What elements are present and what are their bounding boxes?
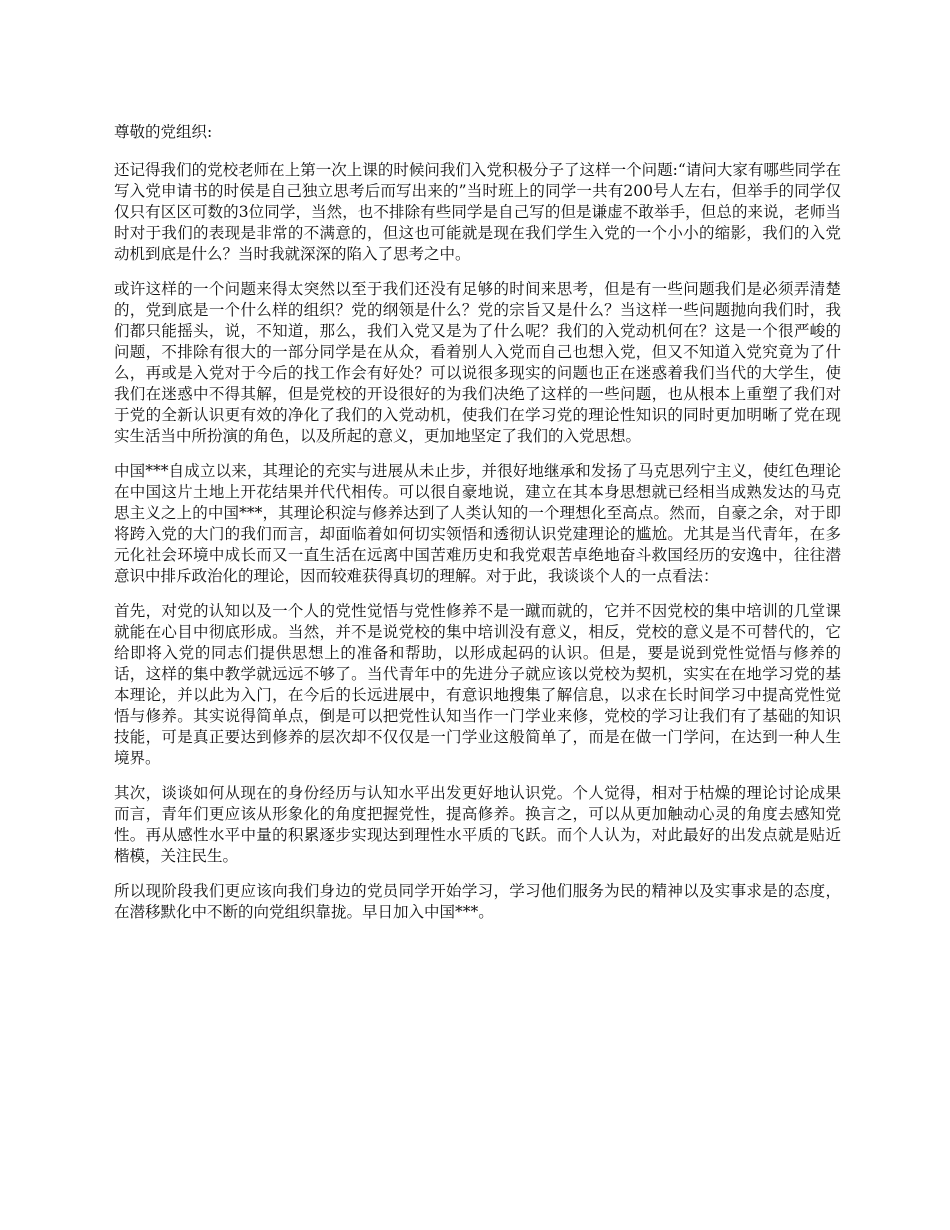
paragraph-2: 或许这样的一个问题来得太突然以至于我们还没有足够的时间来思考，但是有一些问题我们是必须弄清楚的，党到底是一个什么样的组织？党的纲领是什么？党的宗旨又是什么？当这样一些问题抛向我们时，我们都只能摇头，说，不知道，那么，我们入党又是为了什么呢？我们的入党动机何在？这是一个很严峻的问题，不排除有很大的一部分同学是在从众，看着别人入党而自己也想入党，但又不知道入党究竟为了什么，再或是入党对于今后的找工作会有好处？可以说很多现实的问题也正在迷惑着我们当代的大学生，使我们在迷惑中不得其解，但是党校的开设很好的为我们决绝了这样的一些问题，也从根本上重塑了我们对于党的全新认识更有效的净化了我们的入党动机，使我们在学习党的理论性知识的同时更加明晰了党在现实生活当中所扮演的角色，以及所起的意义，更加地坚定了我们的入党思想。: [114, 280, 841, 445]
document-page: [114, 122, 841, 937]
paragraph-3: 中国***自成立以来，其理论的充实与进展从未止步，并很好地继承和发扬了马克思列宁主义，使红色理论在中国这片土地上开花结果并代代相传。可以很自豪地说，建立在其本身思想就已经相当成熟发达的马克思主义之上的中国***，其理论积淀与修养达到了人类认知的一个理想化至高点。然而，自豪之余，对于即将跨入党的大门的我们而言，却面临着如何切实领悟和透彻认识党建理论的尴尬。尤其是当代青年，在多元化社会环境中成长而又一直生活在远离中国苦难历史和我党艰苦卓绝地奋斗救国经历的安逸中，往往潜意识中排斥政治化的理论，因而较难获得真切的理解。对于此，我谈谈个人的一点看法：: [114, 462, 841, 585]
paragraph-1: 还记得我们的党校老师在上第一次上课的时候问我们入党积极分子了这样一个问题:“请问大家有哪些同学在写入党申请书的时侯是自己独立思考后而写出来的”当时班上的同学一共有200号人左右，但举手的同学仅仅只有区区可数的3位同学，当然，也不排除有些同学是自己写的但是谦虚不敢举手，但总的来说，老师当时对于我们的表现是非常的不满意的，但这也可能就是现在我们学生入党的一个小小的缩影，我们的入党动机到底是什么？当时我就深深的陷入了思考之中。: [114, 161, 841, 263]
salutation: 尊敬的党组织:: [114, 123, 213, 141]
paragraph-4: 首先，对党的认知以及一个人的党性觉悟与党性修养不是一蹴而就的，它并不因党校的集中培训的几堂课就能在心目中彻底形成。当然，并不是说党校的集中培训没有意义，相反，党校的意义是不可替代的，它给即将入党的同志们提供思想上的准备和帮助，以形成起码的认识。但是，要是说到党性觉悟与修养的话，这样的集中教学就远远不够了。当代青年中的先进分子就应该以党校为契机，实实在在地学习党的基本理论，并以此为入门，在今后的长远进展中，有意识地搜集了解信息，以求在长时间学习中提高党性觉悟与修养。其实说得简单点，倒是可以把党性认知当作一门学业来修，党校的学习让我们有了基础的知识技能，可是真正要达到修养的层次却不仅仅是一门学业这般简单了，而是在做一门学问，在达到一种人生境界。: [114, 602, 841, 767]
paragraph-6: 所以现阶段我们更应该向我们身边的党员同学开始学习，学习他们服务为民的精神以及实事求是的态度，在潜移默化中不断的向党组织靠拢。早日加入中国***。: [114, 882, 841, 921]
paragraph-5: 其次，谈谈如何从现在的身份经历与认知水平出发更好地认识党。个人觉得，相对于枯燥的理论讨论成果而言，青年们更应该从形象化的角度把握党性，提高修养。换言之，可以从更加触动心灵的角度去感知党性。再从感性水平中量的积累逐步实现达到理性水平质的飞跃。而个人认为，对此最好的出发点就是贴近楷模，关注民生。: [114, 784, 841, 865]
